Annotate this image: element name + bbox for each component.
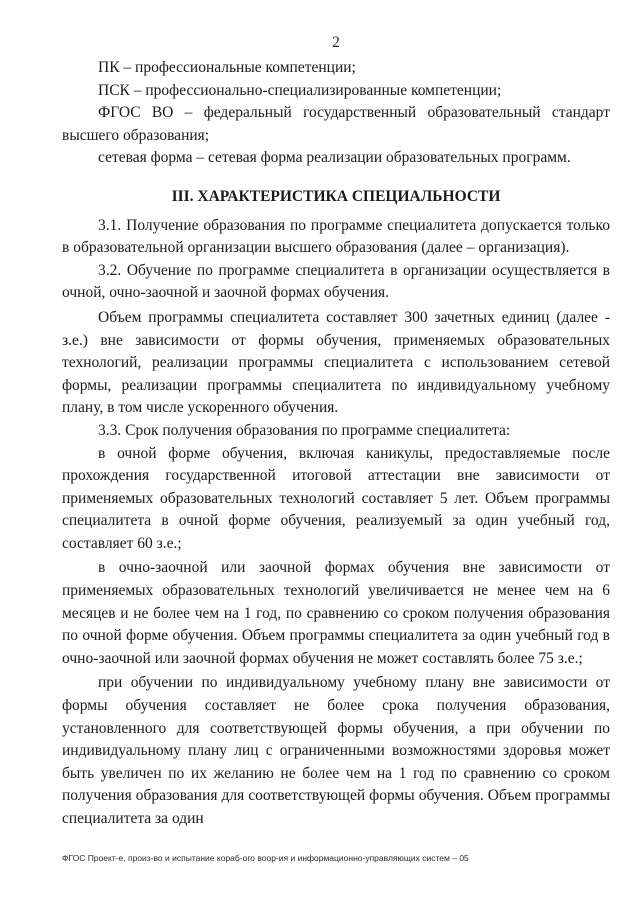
document-page [62,0,610,905]
definition-pk: ПК – профессиональные компетенции; [98,59,356,76]
definition-network-form: сетевая форма – сетевая форма реализации образовательных программ. [98,149,571,167]
page-footer: ФГОС Проект-е, произ-во и испытание кораб-ого воор-ия и информационно-управляющих систем – 05 [62,853,469,863]
paragraph-individual-plan: при обучении по индивидуальному учебному плану вне зависимости от формы обучения составляет не более срока получения образования, установленного для соответствующей формы обучения, а при обучении по индивидуальному плану лиц с ограниченными возможностями здоровья может быть увеличен по их желанию не более чем на 1 год по сравнению со сроком получения образования для соответствующей формы обучения. Объем программы специалитета за один [62,674,610,827]
definition-fgos-vo: ФГОС ВО – федеральный государственный образовательный стандарт высшего образования; [62,104,610,144]
paragraph-part-time: в очно-заочной или заочной формах обучения вне зависимости от применяемых образовательных технологий увеличивается не менее чем на 6 месяцев и не более чем на 1 год, по сравнению со сроком получения образования по очной форме обучения. Объем программы специалитета за один учебный год в очно-заочной или заочной формах обучения не может составлять более 75 з.е.; [62,559,610,667]
document-body [62,57,610,831]
paragraph-3-1: 3.1. Получение образования по программе специалитета допускается только в образовательной организации высшего образования (далее – организация). [62,216,610,257]
paragraph-3-2: 3.2. Обучение по программе специалитета в организации осуществляется в очной, очно-заочной и заочной формах обучения. [62,261,610,302]
paragraph-full-time: в очной форме обучения, включая каникулы, предоставляемые после прохождения государственной итоговой аттестации вне зависимости от применяемых образовательных технологий составляет 5 лет. Объем программы специалитета в очной форме обучения, реализуемый за один учебный год, составляет 60 з.е.; [62,444,610,552]
section-heading: III. ХАРАКТЕРИСТИКА СПЕЦИАЛЬНОСТИ [171,187,501,205]
paragraph-program-volume: Объем программы специалитета составляет 300 зачетных единиц (далее - з.е.) вне зависимости от формы обучения, применяемых образовательных технологий, реализации программы специалитета с использованием сетевой формы, реализации программы специалитета по индивидуальному учебному плану, в том числе ускоренного обучения. [62,308,610,417]
definition-psk: ПСК – профессионально-специализированные компетенции; [98,81,502,99]
page-number: 2 [332,34,340,51]
paragraph-3-3: 3.3. Срок получения образования по программе специалитета: [98,421,511,439]
